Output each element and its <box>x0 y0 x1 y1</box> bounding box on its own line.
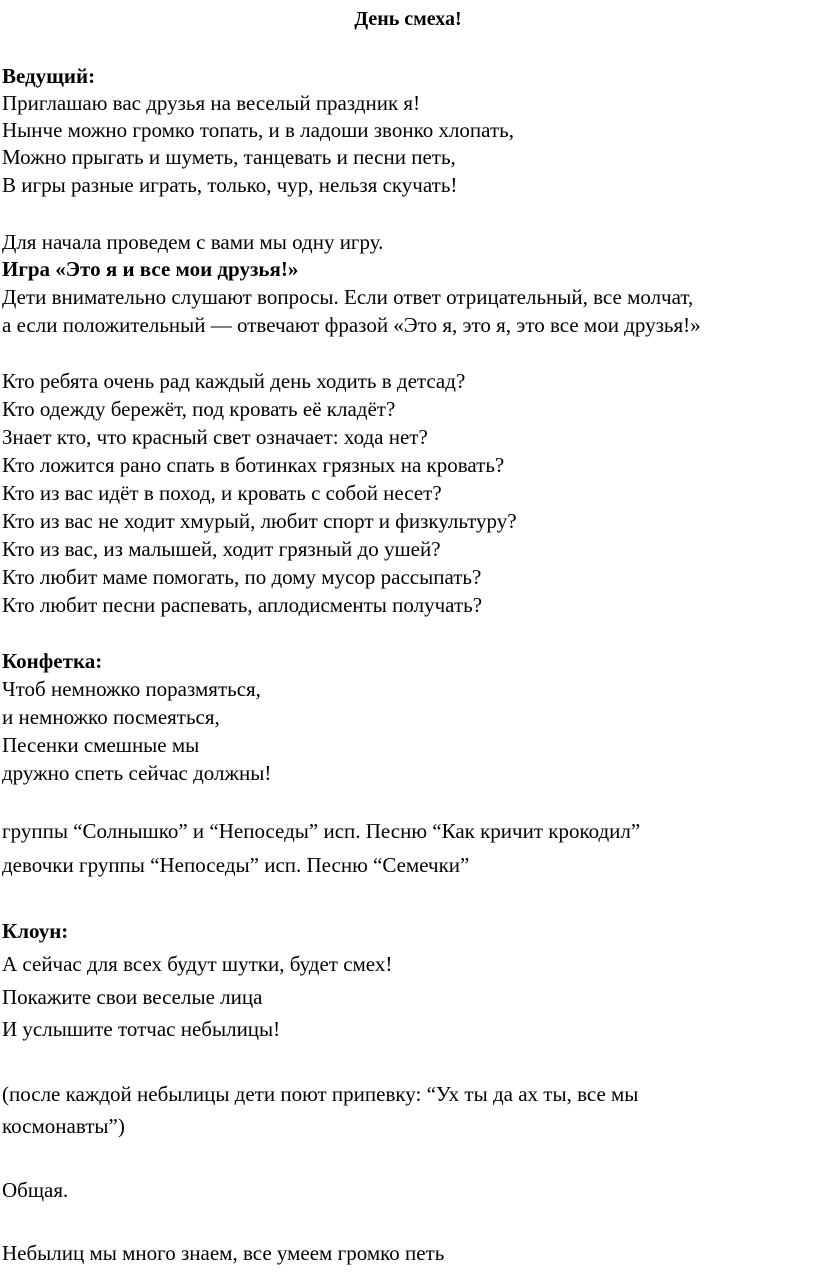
question-line: Кто любит песни распевать, аплодисменты получать? <box>2 593 483 617</box>
question-line: Кто из вас не ходит хмурый, любит спорт и физкультуру? <box>2 509 517 533</box>
song-line: девочки группы “Непоседы” исп. Песню “Семечки” <box>2 853 470 877</box>
verse-line: Покажите свои веселые лица <box>2 985 263 1009</box>
game-rules-line: Дети внимательно слушают вопросы. Если ответ отрицательный, все молчат, <box>2 285 694 309</box>
verse-line: и немножко посмеяться, <box>2 705 220 729</box>
document-title: День смеха! <box>354 8 462 30</box>
verse-line: дружно спеть сейчас должны! <box>2 761 272 785</box>
speaker-label-candy: Конфетка: <box>2 649 103 673</box>
question-line: Кто из вас идёт в поход, и кровать с собой несет? <box>2 481 442 505</box>
game-title: Игра «Это я и все мои друзья!» <box>2 257 299 281</box>
verse-line: Чтоб немножко поразмяться, <box>2 677 261 701</box>
verse-line: Песенки смешные мы <box>2 733 200 757</box>
speaker-label-clown: Клоун: <box>2 919 69 943</box>
note-line: космонавты”) <box>2 1114 125 1138</box>
speaker-label-host: Ведущий: <box>2 64 96 88</box>
verse-line: В игры разные играть, только, чур, нельзя скучать! <box>2 173 458 197</box>
verse-line: Нынче можно громко топать, и в ладоши звонко хлопать, <box>2 118 514 142</box>
verse-line: А сейчас для всех будут шутки, будет смех! <box>2 952 393 976</box>
verse-line: Приглашаю вас друзья на веселый праздник я! <box>2 91 421 115</box>
verse-line: И услышите тотчас небылицы! <box>2 1017 281 1041</box>
general-label: Общая. <box>2 1178 69 1202</box>
verse-line: Можно прыгать и шуметь, танцевать и песни петь, <box>2 145 456 169</box>
game-intro: Для начала проведем с вами мы одну игру. <box>2 230 384 254</box>
question-line: Кто ложится рано спать в ботинках грязных на кровать? <box>2 453 505 477</box>
song-line: группы “Солнышко” и “Непоседы” исп. Песню “Как кричит крокодил” <box>2 819 641 843</box>
question-line: Кто одежду бережёт, под кровать её кладёт? <box>2 397 396 421</box>
question-line: Знает кто, что красный свет означает: хода нет? <box>2 425 428 449</box>
question-line: Кто ребята очень рад каждый день ходить в детсад? <box>2 369 466 393</box>
question-line: Кто из вас, из малышей, ходит грязный до ушей? <box>2 537 441 561</box>
verse-line: Небылиц мы много знаем, все умеем громко петь <box>2 1241 445 1265</box>
question-line: Кто любит маме помогать, по дому мусор рассыпать? <box>2 565 482 589</box>
game-rules-line: а если положительный — отвечают фразой «Это я, это я, это все мои друзья!» <box>2 313 701 337</box>
note-line: (после каждой небылицы дети поют припевку: “Ух ты да ах ты, все мы <box>2 1082 639 1106</box>
